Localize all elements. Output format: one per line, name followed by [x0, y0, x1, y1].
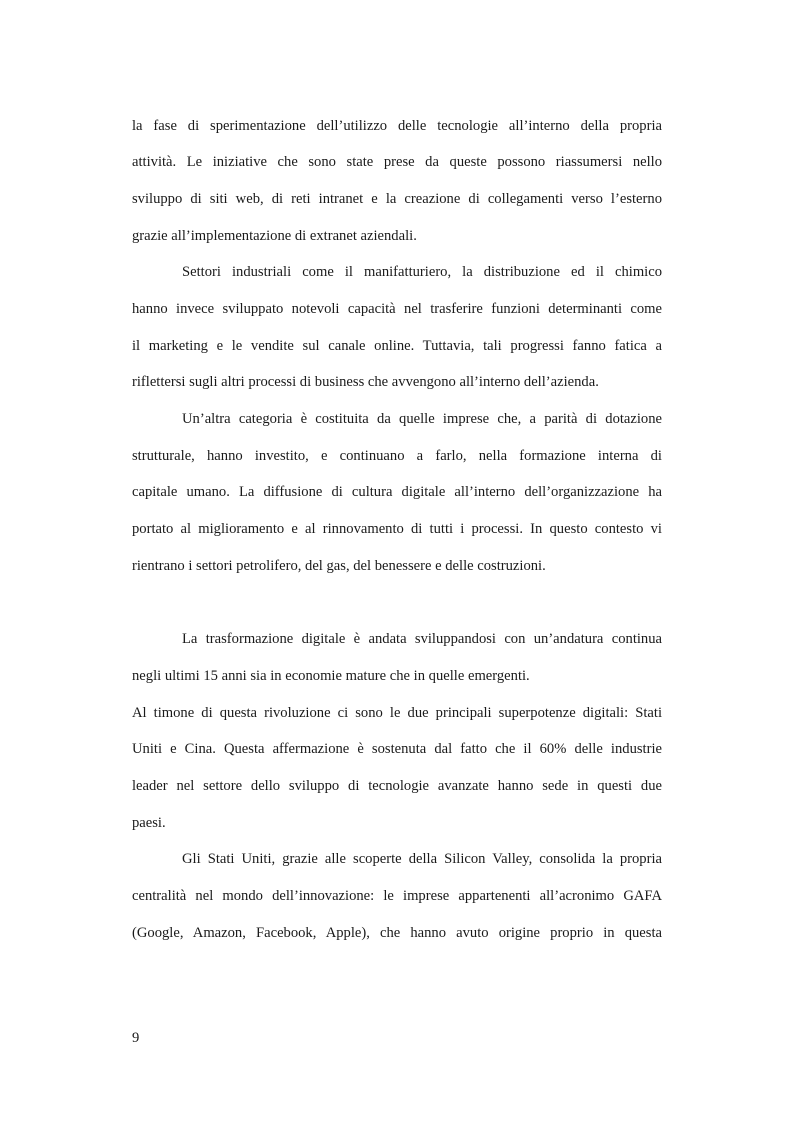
- text-line: Uniti e Cina. Questa affermazione è sostenuta dal fatto che il 60% delle industrie: [132, 741, 662, 757]
- text-line: attività. Le iniziative che sono state prese da queste possono riassumersi nello: [132, 154, 662, 170]
- text-line: (Google, Amazon, Facebook, Apple), che hanno avuto origine proprio in questa: [132, 925, 662, 941]
- text-line: riflettersi sugli altri processi di business che avvengono all’interno dell’azienda.: [132, 374, 599, 390]
- text-line: sviluppo di siti web, di reti intranet e la creazione di collegamenti verso l’esterno: [132, 191, 662, 207]
- text-line: centralità nel mondo dell’innovazione: le imprese appartenenti all’acronimo GAFA: [132, 888, 662, 904]
- text-line: il marketing e le vendite sul canale online. Tuttavia, tali progressi fanno fatica a: [132, 338, 662, 354]
- text-line: portato al miglioramento e al rinnovamento di tutti i processi. In questo contesto vi: [132, 521, 662, 537]
- text-line: leader nel settore dello sviluppo di tecnologie avanzate hanno sede in questi due: [132, 778, 662, 794]
- text-line: La trasformazione digitale è andata sviluppandosi con un’andatura continua: [182, 631, 662, 647]
- text-line: paesi.: [132, 815, 166, 831]
- text-line: rientrano i settori petrolifero, del gas, del benessere e delle costruzioni.: [132, 558, 546, 574]
- text-line: la fase di sperimentazione dell’utilizzo delle tecnologie all’interno della propria: [132, 118, 662, 134]
- text-line: Gli Stati Uniti, grazie alle scoperte della Silicon Valley, consolida la propria: [182, 851, 662, 867]
- text-line: grazie all’implementazione di extranet aziendali.: [132, 228, 417, 244]
- text-line: Al timone di questa rivoluzione ci sono le due principali superpotenze digitali: Stati: [132, 705, 662, 721]
- text-line: strutturale, hanno investito, e continuano a farlo, nella formazione interna di: [132, 448, 662, 464]
- text-line: hanno invece sviluppato notevoli capacità nel trasferire funzioni determinanti come: [132, 301, 662, 317]
- text-line: negli ultimi 15 anni sia in economie mature che in quelle emergenti.: [132, 668, 530, 684]
- text-line: capitale umano. La diffusione di cultura digitale all’interno dell’organizzazione ha: [132, 484, 662, 500]
- page-number: 9: [132, 1030, 140, 1046]
- text-line: Un’altra categoria è costituita da quelle imprese che, a parità di dotazione: [182, 411, 662, 427]
- text-line: Settori industriali come il manifatturiero, la distribuzione ed il chimico: [182, 264, 662, 280]
